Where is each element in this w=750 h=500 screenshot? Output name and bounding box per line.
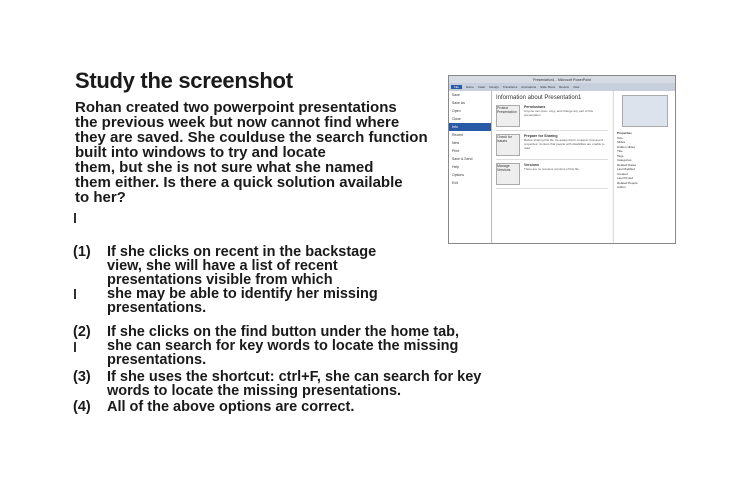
info-block <box>496 134 608 160</box>
option-line <box>73 245 513 259</box>
option-number <box>73 259 107 273</box>
property-row: Related People <box>617 180 638 185</box>
question-text <box>75 100 455 205</box>
property-row: Slides <box>617 140 626 144</box>
option-number: (2) <box>73 324 91 340</box>
info-heading: Information about Presentation1 <box>496 95 582 101</box>
property-row: Hidden slides <box>617 144 636 149</box>
backstage-item: Close <box>452 117 461 121</box>
answer-option <box>73 245 513 315</box>
answer-option <box>73 400 513 414</box>
ribbon-tab: Review <box>559 85 569 89</box>
option-line <box>73 339 513 353</box>
info-block <box>496 105 608 131</box>
property-row: Size <box>617 135 623 140</box>
option-number: (1) <box>73 244 91 260</box>
ribbon-tab: File <box>451 85 462 89</box>
info-block-title: Prepare for Sharing <box>524 134 558 138</box>
backstage-item: Help <box>452 165 460 169</box>
option-text: All of the above options are correct. <box>107 399 355 415</box>
property-row: Related Dates <box>617 162 637 167</box>
option-text: she may be able to identify her missing <box>107 286 378 302</box>
ribbon-tabs <box>449 83 675 91</box>
ribbon-tab: Design <box>489 85 499 89</box>
backstage-item: Exit <box>452 181 458 185</box>
backstage-menu <box>449 91 492 243</box>
option-text: presentations. <box>107 300 207 316</box>
backstage-item: Info <box>449 123 491 131</box>
question-line: built into windows to try and locate <box>75 144 326 161</box>
backstage-item: Save <box>452 93 460 97</box>
properties-pane <box>613 91 675 243</box>
info-button: Check for Issues <box>496 134 520 156</box>
stray-mark <box>74 289 76 299</box>
question-line: them either. Is there a quick solution available <box>75 174 403 191</box>
property-row: Last Printed <box>617 176 634 180</box>
question-line: them, but she is not sure what she named <box>75 159 374 176</box>
option-text: words to locate the missing presentations. <box>107 383 402 399</box>
option-line <box>73 325 513 339</box>
answer-option <box>73 325 513 367</box>
option-number <box>73 339 107 353</box>
option-line <box>73 273 513 287</box>
stray-mark <box>74 213 76 223</box>
info-block-desc: Anyone can open, copy, and change any part of this presentation. <box>524 109 593 117</box>
info-block-desc: There are no previous versions of this file. <box>524 167 580 171</box>
info-block-text <box>524 105 608 127</box>
backstage-item: Print <box>452 149 460 153</box>
stray-mark <box>74 342 76 352</box>
info-button: Manage Versions <box>496 163 520 185</box>
option-line <box>73 301 513 315</box>
option-number <box>73 353 107 367</box>
option-text: presentations. <box>107 352 207 368</box>
option-number <box>73 384 107 398</box>
option-line <box>73 370 513 384</box>
question-line: Rohan created two powerpoint presentations <box>75 99 397 116</box>
option-number <box>73 287 107 301</box>
option-line <box>73 287 513 301</box>
backstage-item: Open <box>452 109 461 113</box>
info-block-title: Permissions <box>524 105 546 109</box>
ribbon-tab: Home <box>465 85 474 89</box>
info-block-text <box>524 134 608 156</box>
ribbon-tab: Transitions <box>502 85 518 89</box>
option-line <box>73 400 513 414</box>
option-text: If she clicks on the find button under the home tab, <box>107 324 460 340</box>
option-number <box>73 273 107 287</box>
option-text: view, she will have a list of recent <box>107 258 338 274</box>
option-text: If she uses the shortcut: ctrl+F, she can search for key <box>107 369 482 385</box>
option-number: (3) <box>73 369 91 385</box>
option-number: (4) <box>73 399 91 415</box>
property-row: Author <box>617 185 626 189</box>
info-block-text <box>524 163 580 185</box>
backstage-item: Options <box>452 173 465 177</box>
backstage-item: Save As <box>452 101 465 105</box>
ribbon-tab: Insert <box>477 85 486 89</box>
info-pane <box>492 91 612 243</box>
property-row: Categories <box>617 158 632 162</box>
ribbon-tab: Animations <box>521 85 537 89</box>
backstage-item: Recent <box>452 133 464 137</box>
answer-option <box>73 370 513 398</box>
property-row: Title <box>617 149 623 153</box>
ribbon-tab: View <box>572 85 580 89</box>
info-block-desc: Before sharing this file, be aware that it contains: Document properties; Content that people with disabilities are unable to read <box>524 138 605 150</box>
slide-thumbnail <box>622 95 668 127</box>
window-title: Presentation1 - Microsoft PowerPoint <box>449 76 675 83</box>
property-row: Last Modified <box>617 167 635 171</box>
question-line: they are saved. She coulduse the search function <box>75 129 428 146</box>
info-block-title: Versions <box>524 163 539 167</box>
property-row: Tags <box>617 153 624 158</box>
option-text: presentations visible from which <box>107 272 333 288</box>
backstage-item: Save & Send <box>452 157 473 161</box>
option-text: If she clicks on recent in the backstage <box>107 244 377 260</box>
option-line <box>73 384 513 398</box>
question-line: to her? <box>75 189 126 206</box>
info-block <box>496 163 608 189</box>
info-button: Protect Presentation <box>496 105 520 127</box>
option-text: she can search for key words to locate the missing <box>107 338 459 354</box>
option-line <box>73 259 513 273</box>
option-line <box>73 353 513 367</box>
powerpoint-screenshot <box>448 75 676 244</box>
option-number <box>73 301 107 315</box>
ribbon-tab: Slide Show <box>540 85 556 89</box>
backstage-item: New <box>452 141 460 145</box>
page-title: Study the screenshot <box>75 68 293 93</box>
question-line: the previous week but now cannot find where <box>75 114 400 131</box>
properties-label: Properties <box>617 131 632 135</box>
property-row: Created <box>617 171 628 176</box>
